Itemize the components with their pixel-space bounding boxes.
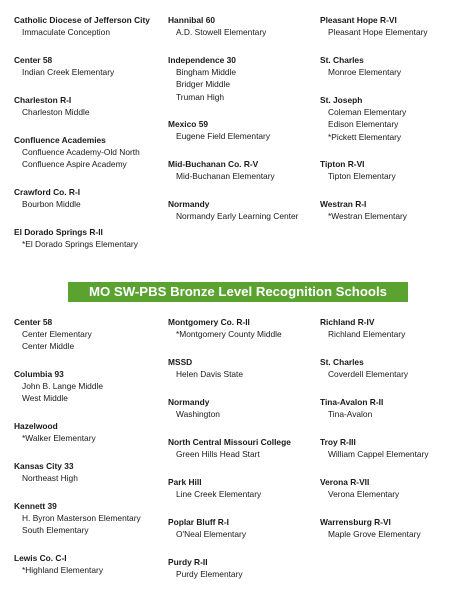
school-name: O'Neal Elementary [176, 529, 247, 539]
district-group [168, 158, 320, 198]
school-name: Coverdell Elementary [328, 369, 409, 379]
district-group [14, 226, 168, 266]
school-name: *Walker Elementary [22, 433, 96, 443]
district-name: Troy R-III [320, 437, 356, 447]
school-name: Purdy Elementary [176, 569, 243, 579]
district-group [14, 552, 168, 592]
district-group [168, 118, 320, 158]
district-name: Tina-Avalon R-II [320, 397, 384, 407]
district-name: Pleasant Hope R-VI [320, 15, 397, 25]
school-name: Center Elementary [22, 329, 92, 339]
top-column-2 [168, 14, 320, 266]
district-name: Richland R-IV [320, 317, 375, 327]
district-name: Charleston R-I [14, 95, 72, 105]
district-name: Mexico 59 [168, 119, 209, 129]
district-group [320, 396, 455, 436]
district-name: North Central Missouri College [168, 437, 291, 447]
school-name: Mid-Buchanan Elementary [176, 171, 275, 181]
district-group [14, 460, 168, 500]
district-name: Warrensburg R-VI [320, 517, 391, 527]
top-column-1 [0, 14, 168, 266]
district-group [14, 316, 168, 368]
district-name: St. Joseph [320, 95, 363, 105]
district-group [168, 396, 320, 436]
bottom-column-1 [0, 316, 168, 596]
school-name: William Cappel Elementary [328, 449, 429, 459]
school-name: Normandy Early Learning Center [176, 211, 299, 221]
district-name: Hannibal 60 [168, 15, 216, 25]
school-name: Charleston Middle [22, 107, 90, 117]
district-name: Mid-Buchanan Co. R-V [168, 159, 259, 169]
district-group [320, 316, 455, 356]
school-name: Confluence Academy-Old North [22, 147, 140, 157]
district-name: Tipton R-VI [320, 159, 365, 169]
bottom-school-list [0, 316, 455, 596]
school-name: Washington [176, 409, 220, 419]
school-name: Edison Elementary [328, 119, 399, 130]
school-name: H. Byron Masterson Elementary [22, 513, 141, 523]
district-name: Kansas City 33 [14, 461, 74, 471]
school-name: Bingham Middle [176, 67, 237, 77]
district-group [320, 198, 455, 238]
school-name: Coleman Elementary [328, 107, 407, 117]
district-name: Lewis Co. C-I [14, 553, 67, 563]
district-group [320, 516, 455, 556]
district-name: Columbia 93 [14, 369, 64, 379]
school-name: Tipton Elementary [328, 171, 396, 181]
district-group [168, 316, 320, 356]
school-name: Verona Elementary [328, 489, 400, 499]
bottom-column-2 [168, 316, 320, 596]
school-name: South Elementary [22, 525, 89, 536]
school-name: *Westran Elementary [328, 211, 407, 221]
school-name: *Highland Elementary [22, 565, 104, 575]
school-name: *Pickett Elementary [328, 131, 402, 142]
district-group [168, 436, 320, 476]
school-name: Northeast High [22, 473, 78, 483]
district-group [168, 516, 320, 556]
bottom-column-3 [320, 316, 455, 596]
district-group [320, 94, 455, 158]
district-name: Purdy R-II [168, 557, 208, 567]
district-name: Park Hill [168, 477, 202, 487]
district-name: Hazelwood [14, 421, 58, 431]
school-name: Monroe Elementary [328, 67, 402, 77]
school-name: Line Creek Elementary [176, 489, 262, 499]
district-name: Normandy [168, 397, 210, 407]
district-group [168, 356, 320, 396]
school-name: West Middle [22, 393, 68, 404]
district-name: Catholic Diocese of Jefferson City [14, 15, 150, 25]
school-name: Green Hills Head Start [176, 449, 260, 459]
school-name: Tina-Avalon [328, 409, 373, 419]
district-group [320, 356, 455, 396]
school-name: Bridger Middle [176, 79, 230, 90]
district-group [14, 54, 168, 94]
district-name: El Dorado Springs R-II [14, 227, 103, 237]
district-name: MSSD [168, 357, 193, 367]
school-name: Truman High [176, 91, 225, 102]
district-name: Center 58 [14, 317, 53, 327]
school-name: Confluence Aspire Academy [22, 159, 127, 170]
district-group [320, 476, 455, 516]
district-group [14, 94, 168, 134]
district-name: Verona R-VII [320, 477, 370, 487]
district-group [168, 476, 320, 516]
district-group [14, 368, 168, 420]
district-group [168, 198, 320, 238]
district-group [320, 54, 455, 94]
district-group [14, 14, 168, 54]
school-name: A.D. Stowell Elementary [176, 27, 267, 37]
district-group [14, 134, 168, 186]
district-name: St. Charles [320, 55, 364, 65]
district-name: Montgomery Co. R-II [168, 317, 250, 327]
top-school-list [0, 14, 455, 266]
district-group [14, 500, 168, 552]
school-name: Maple Grove Elementary [328, 529, 421, 539]
district-group [168, 14, 320, 54]
school-name: Bourbon Middle [22, 199, 81, 209]
school-name: Center Middle [22, 341, 75, 352]
district-group [168, 556, 320, 596]
district-name: Center 58 [14, 55, 53, 65]
school-name: *Montgomery County Middle [176, 329, 282, 339]
school-name: *El Dorado Springs Elementary [22, 239, 138, 249]
school-name: Pleasant Hope Elementary [328, 27, 428, 37]
bronze-level-banner: MO SW-PBS Bronze Level Recognition Schools [68, 282, 408, 302]
district-name: Normandy [168, 199, 210, 209]
district-name: Independence 30 [168, 55, 236, 65]
district-group [14, 420, 168, 460]
district-name: Crawford Co. R-I [14, 187, 81, 197]
district-name: Kennett 39 [14, 501, 57, 511]
school-name: Helen Davis State [176, 369, 244, 379]
school-name: John B. Lange Middle [22, 381, 104, 391]
district-group [14, 186, 168, 226]
school-name: Immaculate Conception [22, 27, 110, 37]
school-name: Indian Creek Elementary [22, 67, 115, 77]
district-name: Confluence Academies [14, 135, 106, 145]
district-group [320, 14, 455, 54]
district-name: Westran R-I [320, 199, 367, 209]
district-name: St. Charles [320, 357, 364, 367]
top-column-3 [320, 14, 455, 266]
school-name: Eugene Field Elementary [176, 131, 271, 141]
school-name: Richland Elementary [328, 329, 406, 339]
district-group [320, 158, 455, 198]
district-group [168, 54, 320, 118]
district-name: Poplar Bluff R-I [168, 517, 229, 527]
district-group [320, 436, 455, 476]
